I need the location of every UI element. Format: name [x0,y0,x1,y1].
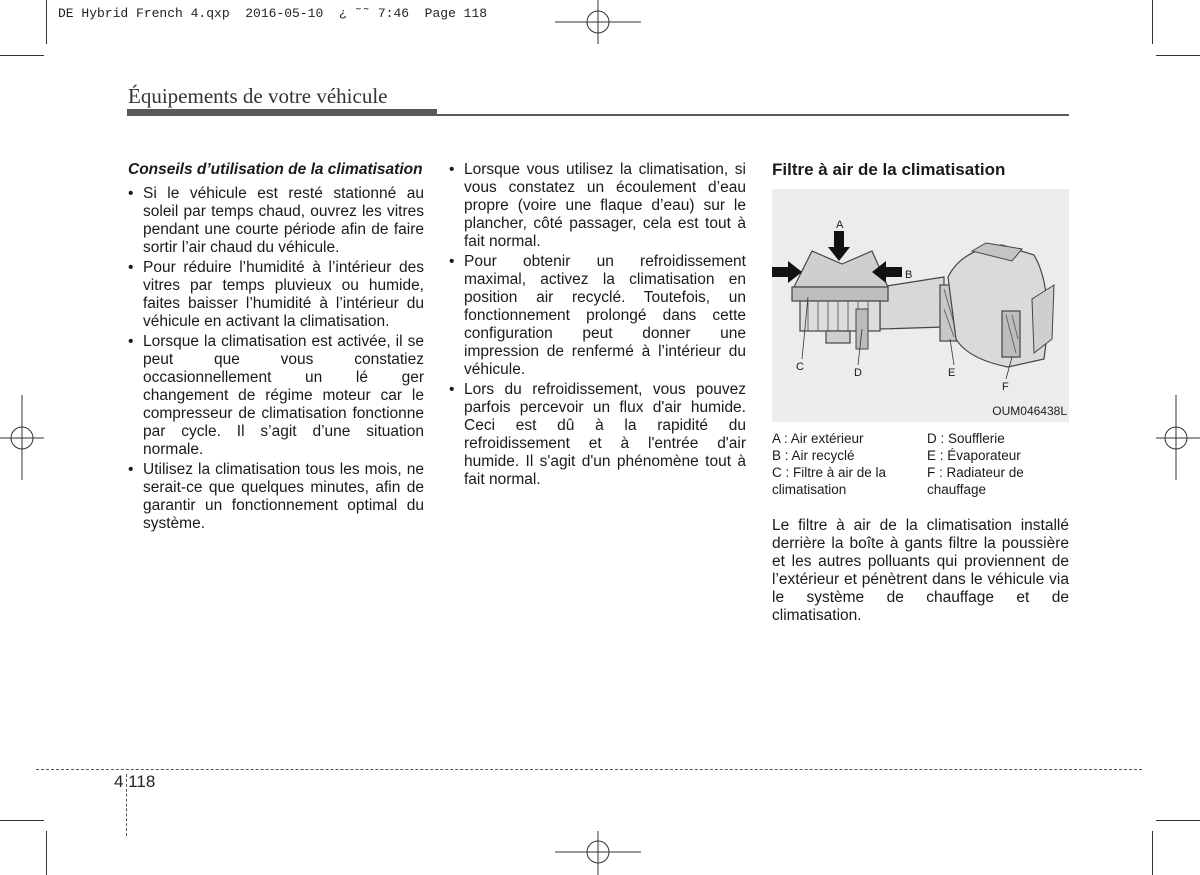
legend-item: B : Air recyclé [772,448,855,463]
tips-list [128,185,424,533]
figure-label-b: B [905,269,913,281]
filter-description: Le filtre à air de la climatisation installé derrière la boîte à gants filtre la poussière et les autres polluants qui proviennent de l’extérieur et pénètrent dans le véhicule via le système de chauffage et de climatisation. [772,517,1069,624]
legend-item: E : Évaporateur [927,448,1021,463]
figure-label-d: D [854,367,862,379]
figure-label-c: C [796,361,804,373]
figure-label-e: E [948,367,956,379]
legend-item: D : Soufflerie [927,431,1005,446]
section-title: Filtre à air de la climatisation [772,160,1006,179]
figure-label-f: F [1002,381,1009,393]
legend-item: A : Air extérieur [772,431,864,446]
figure-code: OUM046438L [992,404,1067,418]
airflow-figure [772,189,1069,422]
tips-subheading: Conseils d’utilisation de la climatisation [128,161,423,178]
figure-legend [772,430,1069,498]
header-rule-thick [127,109,437,116]
tips-list-continued [449,161,746,489]
list-item: • Lorsque vous utilisez la climatisation, si vous constatez un écoulement d’eau propre (voire une flaque d’eau) sur le plancher, côté passager, cela est tout à fait normal. [449,161,746,251]
legend-item: C : Filtre à air de la climatisation [772,465,887,497]
middle-column [449,161,746,491]
list-item: • Pour réduire l’humidité à l’intérieur des vitres par temps pluvieux ou humide, faites baisser l’humidité à l’intérieur du véhicule en activant la climatisation. [128,259,424,331]
left-column [128,161,424,535]
figure-label-a: A [836,219,844,231]
list-item: • Lorsque la climatisation est activée, il se peut que vous constatiez occasionnellement un lé ger changement de régime moteur car le compresseur de climatisation fonctionne par cycle. Il s’agit d’une situation normale. [128,333,424,459]
list-item: • Si le véhicule est resté stationné au soleil par temps chaud, ouvrez les vitres pendant une courte période afin de faire sortir l’air chaud du véhicule. [128,185,424,257]
list-item: • Pour obtenir un refroidissement maximal, activez la climatisation en position air recyclé. Toutefois, un fonctionnement prolongé dans cette configuration peut donner une impression de renfermé à l’intérieur du véhicule. [449,253,746,379]
footer-rule [36,769,1142,770]
air-filter-diagram [772,189,1069,422]
page-header-title: Équipements de votre véhicule [128,84,388,108]
header-rule-thin [437,114,1069,116]
list-item: • Utilisez la climatisation tous les mois, ne serait-ce que quelques minutes, afin de garantir un fonctionnement optimal du système. [128,461,424,533]
legend-item: F : Radiateur de chauffage [927,465,1024,497]
print-slug: DE Hybrid French 4.qxp 2016-05-10 ¿ ˜˜ 7:46 Page 118 [58,6,488,21]
list-item: • Lors du refroidissement, vous pouvez parfois percevoir un flux d'air humide. Ceci est dû à la rapidité du refroidissement et à l'entrée d'air humide. Il s'agit d'un phénomène tout à fait normal. [449,381,746,489]
right-column [772,161,1069,625]
page-number: 4 118 [114,772,156,791]
